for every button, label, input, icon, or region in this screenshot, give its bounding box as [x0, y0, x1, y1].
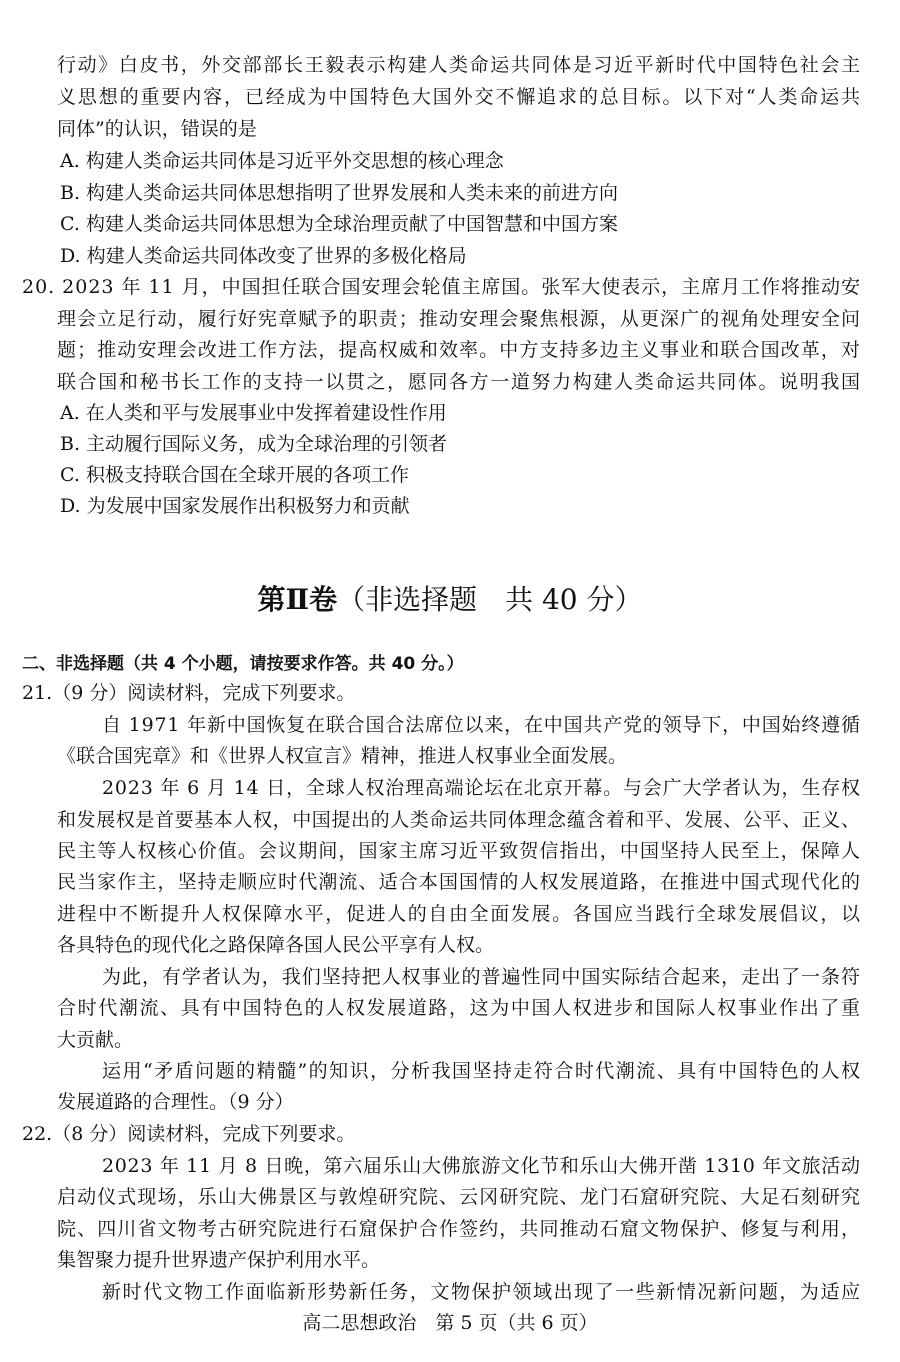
q19-stem-line-2: 义思想的重要内容，已经成为中国特色大国外交不懈追求的总目标。以下对“人类命运共 [57, 86, 862, 108]
q22-body-line-4: 集智聚力提升世界遗产保护利用水平。 [57, 1249, 381, 1271]
q19-option-b: B. 构建人类命运共同体思想指明了世界发展和人类未来的前进方向 [60, 182, 619, 204]
q21-task-line-1: 运用“矛盾问题的精髓”的知识，分析我国坚持走符合时代潮流、具有中国特色的人权 [102, 1060, 862, 1082]
q21-body-line-6: 民当家作主，坚持走顺应时代潮流、适合本国国情的人权发展道路，在推进中国式现代化的 [57, 871, 862, 893]
q22-body-line-2: 启动仪式现场，乐山大佛景区与敦煌研究院、云冈研究院、龙门石窟研究院、大足石刻研究 [57, 1186, 862, 1208]
q22-body-line-1: 2023 年 11 月 8 日晚，第六届乐山大佛旅游文化节和乐山大佛开凿 1310 年文旅活动 [102, 1155, 861, 1177]
part2-title-bold: 第Ⅱ卷 [257, 583, 338, 616]
q21-body-line-10: 合时代潮流、具有中国特色的人权发展道路，这为中国人权进步和国际人权事业作出了重 [57, 997, 862, 1019]
q20-option-b: B. 主动履行国际义务，成为全球治理的引领者 [60, 433, 448, 455]
q21-body-line-5: 民主等人权核心价值。会议期间，国家主席习近平致贺信指出，中国坚持人民至上，保障人 [57, 840, 862, 862]
q21-body-line-8: 各具特色的现代化之路保障各国人民公平享有人权。 [57, 934, 495, 956]
q21-body-line-2: 《联合国宪章》和《世界人权宣言》精神，推进人权事业全面发展。 [57, 745, 628, 767]
q21-body-line-9: 为此，有学者认为，我们坚持把人权事业的普遍性同中国实际结合起来，走出了一条符 [102, 966, 861, 988]
q21-head: 21.（9 分）阅读材料，完成下列要求。 [22, 682, 356, 704]
q21-body-line-3: 2023 年 6 月 14 日，全球人权治理高端论坛在北京开幕。与会广大学者认为，生存权 [102, 777, 861, 799]
q21-body-line-1: 自 1971 年新中国恢复在联合国合法席位以来，在中国共产党的领导下，中国始终遵循 [102, 714, 861, 736]
q22-body-line-3: 院、四川省文物考古研究院进行石窟保护合作签约，共同推动石窟文物保护、修复与利用， [57, 1218, 862, 1240]
q19-option-a: A. 构建人类命运共同体是习近平外交思想的核心理念 [60, 150, 504, 172]
q20-stem-line-2: 理会立足行动，履行好宪章赋予的职责；推动安理会聚焦根源，从更深广的视角处理安全问 [57, 308, 862, 330]
q21-body-line-7: 进程中不断提升人权保障水平，促进人的自由全面发展。各国应当践行全球发展倡议，以 [57, 903, 862, 925]
q22-body-line-5: 新时代文物工作面临新形势新任务，文物保护领域出现了一些新情况新问题，为适应 [102, 1281, 862, 1303]
part2-title [0, 582, 900, 618]
q19-stem-line-1: 行动》白皮书，外交部部长王毅表示构建人类命运共同体是习近平新时代中国特色社会主 [57, 54, 862, 76]
q20-option-a: A. 在人类和平与发展事业中发挥着建设性作用 [60, 402, 447, 424]
q20-stem-line-1: 20. 2023 年 11 月，中国担任联合国安理会轮值主席国。张军大使表示，主席月工作将推动安 [22, 276, 861, 298]
page-footer: 高二思想政治 第 5 页（共 6 页） [302, 1312, 598, 1334]
q21-body-line-4: 和发展权是首要基本人权，中国提出的人类命运共同体理念蕴含着和平、发展、公平、正义、 [57, 809, 861, 831]
q19-option-d: D. 构建人类命运共同体改变了世界的多极化格局 [60, 245, 467, 267]
q19-option-c: C. 构建人类命运共同体思想为全球治理贡献了中国智慧和中国方案 [60, 213, 618, 235]
q22-head: 22.（8 分）阅读材料，完成下列要求。 [22, 1123, 356, 1145]
part2-title-rest: （非选择题 共 40 分） [337, 583, 643, 616]
q21-body-line-11: 大贡献。 [57, 1029, 134, 1051]
q20-stem-line-3: 题；推动安理会改进工作方法，提高权威和效率。中方支持多边主义事业和联合国改革，对 [57, 339, 862, 361]
section-heading: 二、非选择题（共 4 个小题，请按要求作答。共 40 分。） [22, 654, 464, 674]
q20-stem-line-4: 联合国和秘书长工作的支持一以贯之，愿同各方一道努力构建人类命运共同体。说明我国 [57, 371, 862, 393]
q21-task-line-2: 发展道路的合理性。（9 分） [57, 1091, 294, 1113]
q20-option-d: D. 为发展中国家发展作出积极努力和贡献 [60, 495, 410, 517]
q20-option-c: C. 积极支持联合国在全球开展的各项工作 [60, 464, 409, 486]
q19-stem-line-3: 同体”的认识，错误的是 [57, 118, 257, 140]
